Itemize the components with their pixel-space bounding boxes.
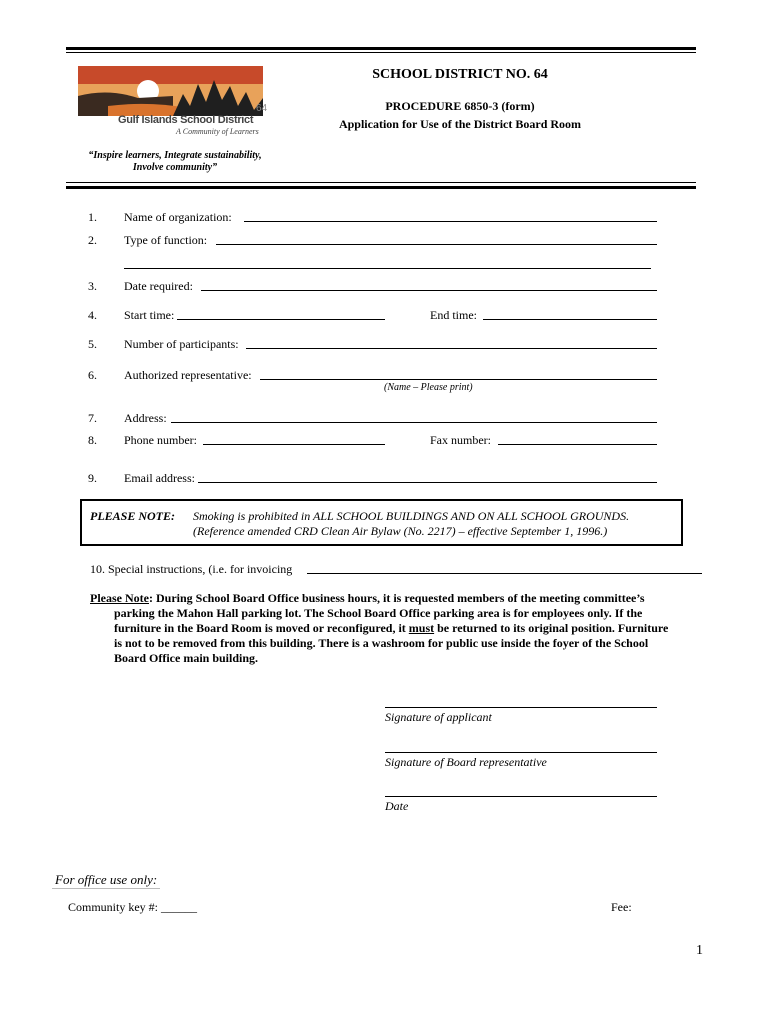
procedure-number: PROCEDURE 6850-3 (form) — [385, 99, 535, 113]
logo-tagline: A Community of Learners — [176, 127, 259, 136]
field-4-number: 4. — [88, 308, 97, 322]
board-signature-label: Signature of Board representative — [385, 755, 547, 769]
please-note-line-3 — [114, 621, 668, 636]
header-rule-thin — [66, 182, 696, 183]
board-signature-field[interactable] — [385, 752, 657, 753]
end-time-field[interactable] — [483, 319, 657, 320]
function-type-label: Type of function: — [124, 233, 208, 247]
district-title: SCHOOL DISTRICT NO. 64 — [372, 67, 548, 82]
note-line-2: (Reference amended CRD Clean Air Bylaw (No. 2217) – effective September 1, 1996.) — [193, 524, 608, 538]
end-time-label: End time: — [430, 308, 477, 322]
please-note-line-1-text: : During School Board Office business hours, it is requested members of the meeting committee’s — [148, 591, 645, 605]
fax-label: Fax number: — [430, 433, 491, 447]
motto-line-2: Involve community” — [132, 162, 218, 173]
note-line-1: Smoking is prohibited in ALL SCHOOL BUILDINGS AND ON ALL SCHOOL GROUNDS. — [193, 509, 630, 523]
start-time-field[interactable] — [177, 319, 385, 320]
function-type-field-line-2[interactable] — [124, 268, 651, 269]
please-note-must: must — [408, 621, 435, 635]
header-rule-thick — [66, 186, 696, 189]
special-instructions-label: 10. Special instructions, (i.e. for invoicing — [90, 562, 293, 576]
date-signature-field[interactable] — [385, 796, 657, 797]
top-rule-thin — [66, 52, 696, 53]
representative-label: Authorized representative: — [124, 368, 252, 382]
field-9-number: 9. — [88, 471, 97, 485]
address-field[interactable] — [171, 422, 657, 423]
representative-field[interactable] — [260, 379, 657, 380]
field-3-number: 3. — [88, 279, 97, 293]
phone-field[interactable] — [203, 444, 385, 445]
special-instructions-field[interactable] — [307, 573, 702, 574]
organization-field[interactable] — [244, 221, 657, 222]
applicant-signature-field[interactable] — [385, 707, 657, 708]
top-rule-thick — [66, 47, 696, 50]
please-note-line-3a: furniture in the Board Room is moved or reconfigured, it — [114, 621, 409, 635]
please-note-line-1 — [90, 591, 645, 606]
field-6-number: 6. — [88, 368, 97, 382]
phone-label: Phone number: — [124, 433, 197, 447]
please-note-line-5: Board Office main building. — [114, 651, 259, 665]
participants-label: Number of participants: — [124, 337, 239, 351]
motto-line-1: “Inspire learners, Integrate sustainability, — [88, 150, 262, 161]
office-use-heading: For office use only: — [52, 872, 160, 889]
address-label: Address: — [124, 411, 167, 425]
field-7-number: 7. — [88, 411, 97, 425]
logo-number: 64 — [256, 103, 268, 114]
community-key-label: Community key #: ______ — [68, 900, 197, 914]
please-note-line-2: parking the Mahon Hall parking lot. The School Board Office parking area is for employees only. If the — [114, 606, 643, 620]
field-5-number: 5. — [88, 337, 97, 351]
please-note-line-3b: be returned to its original position. Furniture — [434, 621, 669, 635]
please-note-line-4: is not to be removed from this building. There is a washroom for public use inside the foyer of the School — [114, 636, 649, 650]
representative-hint: (Name – Please print) — [384, 382, 473, 393]
date-signature-label: Date — [385, 799, 409, 813]
page-number: 1 — [696, 943, 703, 958]
email-field[interactable] — [198, 482, 657, 483]
start-time-label: Start time: — [124, 308, 175, 322]
email-label: Email address: — [124, 471, 195, 485]
please-note-heading: Please Note — [90, 591, 149, 605]
participants-field[interactable] — [246, 348, 657, 349]
date-required-field[interactable] — [201, 290, 657, 291]
function-type-field[interactable] — [216, 244, 657, 245]
district-motto — [60, 150, 290, 174]
field-2-number: 2. — [88, 233, 97, 247]
field-8-number: 8. — [88, 433, 97, 447]
fee-label: Fee: — [611, 900, 632, 914]
logo-district-name: Gulf Islands School District — [118, 114, 254, 126]
organization-label: Name of organization: — [124, 210, 232, 224]
date-required-label: Date required: — [124, 279, 193, 293]
note-heading: PLEASE NOTE: — [90, 509, 176, 523]
field-1-number: 1. — [88, 210, 97, 224]
applicant-signature-label: Signature of applicant — [385, 710, 492, 724]
fax-field[interactable] — [498, 444, 657, 445]
form-title: Application for Use of the District Board Room — [338, 117, 582, 131]
